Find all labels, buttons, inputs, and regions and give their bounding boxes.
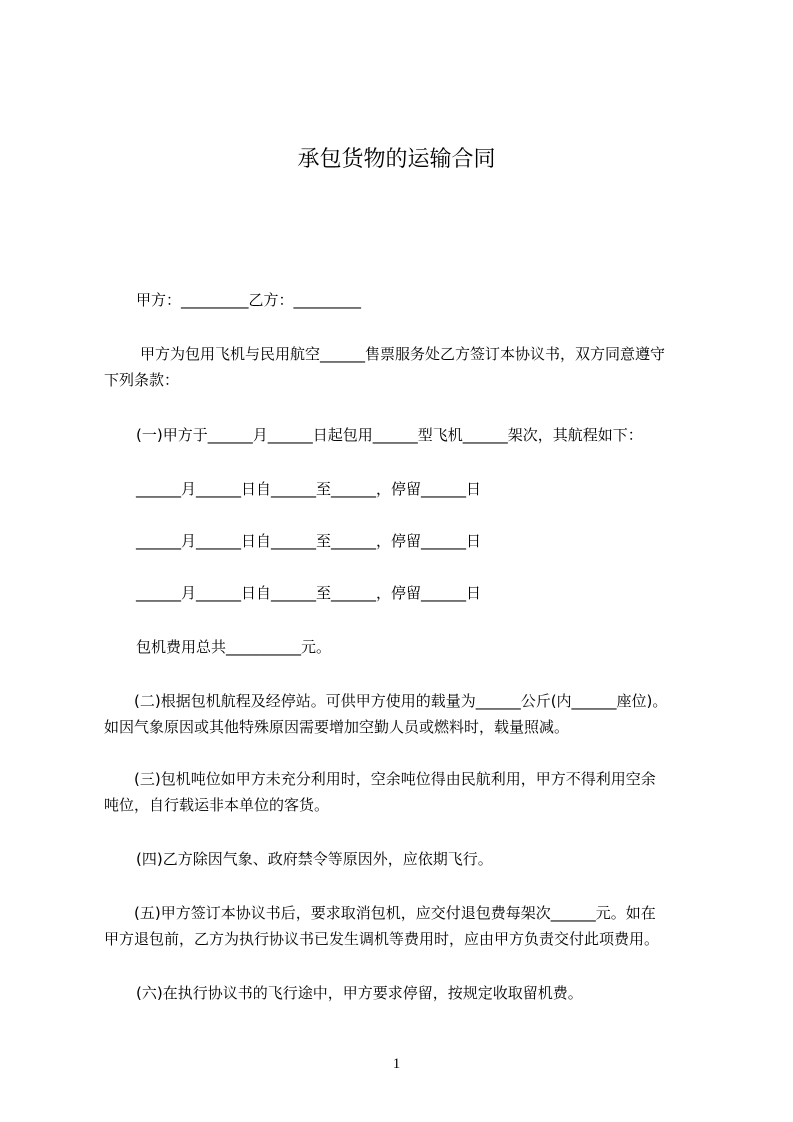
clause-1-text: (一)甲方于______月______日起包用______型飞机______架次，其航程如下： <box>136 426 643 444</box>
clause-3-line-2: 吨位，自行载运非本单位的客货。 <box>104 796 330 814</box>
route-line-3: ______月______日自______至______，停留______日 <box>136 584 482 602</box>
intro-line-2: 下列条款： <box>104 371 180 389</box>
route-line-2: ______月______日自______至______，停留______日 <box>136 532 482 550</box>
clause-5-line-1: (五)甲方签订本协议书后，要求取消包机，应交付退包费每架次______元。如在 <box>134 904 656 922</box>
charter-total: 包机费用总共__________元。 <box>136 638 332 656</box>
clause-2-line-1: (二)根据包机航程及经停站。可供甲方使用的载量为______公斤(内______座位)。 <box>134 692 668 710</box>
clause-2-line-2: 如因气象原因或其他特殊原因需要增加空勤人员或燃料时，载量照减。 <box>104 718 570 736</box>
parties-line: 甲方：_________乙方：_________ <box>136 291 362 309</box>
clause-5-line-2: 甲方退包前，乙方为执行协议书已发生调机等费用时，应由甲方负责交付此项费用。 <box>104 930 660 948</box>
intro-line-1: 甲方为包用飞机与民用航空______售票服务处乙方签订本协议书，双方同意遵守 <box>140 345 666 363</box>
document-title: 承包货物的运输合同 <box>297 147 496 172</box>
route-line-1: ______月______日自______至______，停留______日 <box>136 480 482 498</box>
clause-6: (六)在执行协议书的飞行途中，甲方要求停留，按规定收取留机费。 <box>136 984 583 1002</box>
clause-4: (四)乙方除因气象、政府禁令等原因外，应依期飞行。 <box>136 850 493 868</box>
page-number: 1 <box>392 1056 401 1072</box>
clause-3-line-1: (三)包机吨位如甲方未充分利用时，空余吨位得由民航利用，甲方不得利用空余 <box>134 770 656 788</box>
